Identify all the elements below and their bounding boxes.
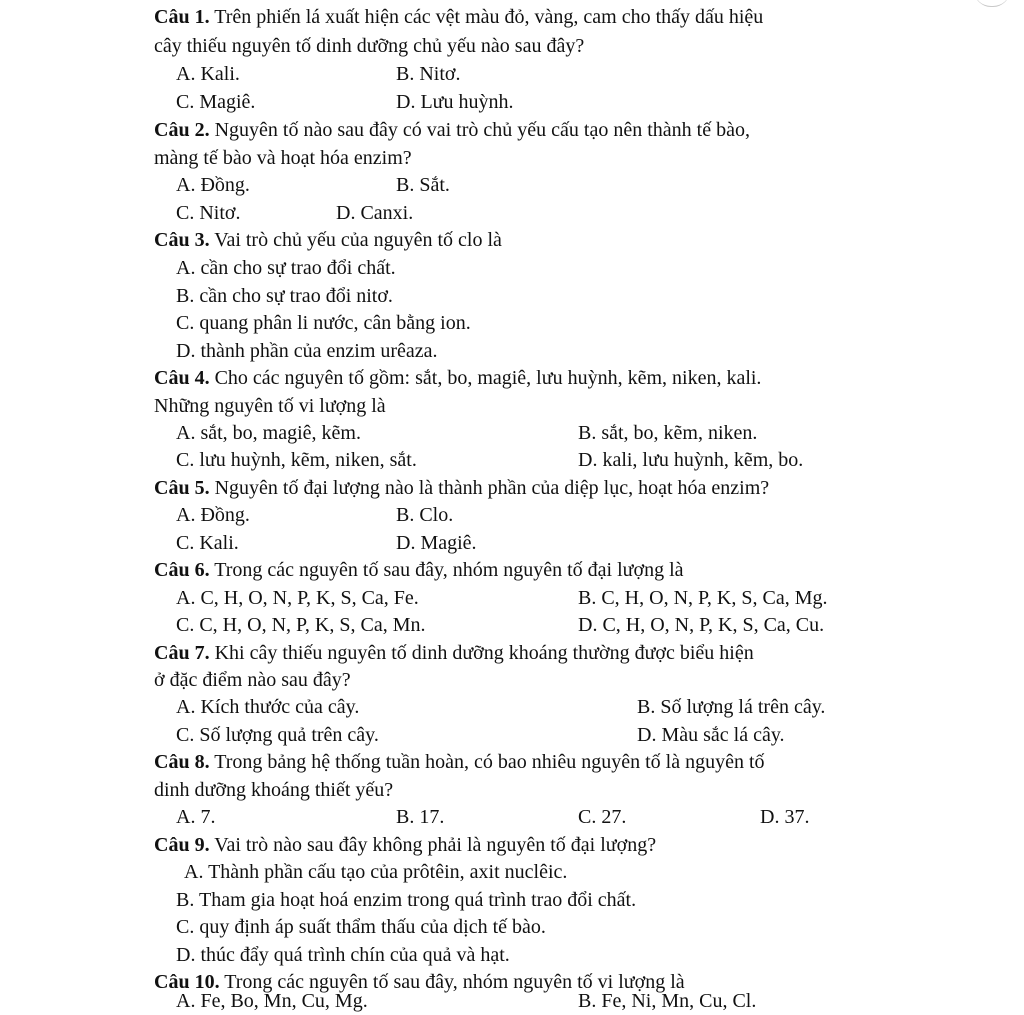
question-4-label: Câu 4. (154, 367, 210, 389)
question-7-option-c: C. Số lượng quả trên cây. (176, 724, 379, 746)
question-5-stem-1: Nguyên tố đại lượng nào là thành phần của diệp lục, hoạt hóa enzim? (209, 477, 770, 499)
question-2-option-d: D. Canxi. (336, 202, 414, 224)
question-2-option-b: B. Sắt. (396, 174, 450, 196)
question-5-option-b: B. Clo. (396, 504, 454, 526)
question-8-option-b: B. 17. (396, 806, 445, 828)
question-9-option-c: C. quy định áp suất thẩm thấu của dịch tế bào. (176, 916, 546, 938)
question-1-stem-1: Trên phiến lá xuất hiện các vệt màu đỏ, vàng, cam cho thấy dấu hiệu (209, 6, 764, 28)
question-4-option-d: D. kali, lưu huỳnh, kẽm, bo. (578, 449, 804, 471)
question-5-line-1 (154, 475, 769, 501)
question-3-line-1 (154, 227, 502, 253)
question-1-label: Câu 1. (154, 6, 210, 28)
question-8-line-2: dinh dưỡng khoáng thiết yếu? (154, 779, 394, 801)
question-3-option-d: D. thành phần của enzim urêaza. (176, 340, 438, 362)
question-1-option-b: B. Nitơ. (396, 63, 461, 85)
question-5-option-a: A. Đồng. (176, 504, 250, 526)
question-6-option-c: C. C, H, O, N, P, K, S, Ca, Mn. (176, 614, 426, 636)
question-4-line-2: Những nguyên tố vi lượng là (154, 395, 386, 417)
question-2-option-c: C. Nitơ. (176, 202, 241, 224)
question-2-label: Câu 2. (154, 119, 210, 141)
question-6-option-a: A. C, H, O, N, P, K, S, Ca, Fe. (176, 587, 419, 609)
question-2-stem-1: Nguyên tố nào sau đây có vai trò chủ yếu cấu tạo nên thành tế bào, (209, 119, 750, 141)
question-8-stem-1: Trong bảng hệ thống tuần hoàn, có bao nhiêu nguyên tố là nguyên tố (209, 751, 765, 773)
question-1-option-c: C. Magiê. (176, 91, 256, 113)
question-4-option-a: A. sắt, bo, magiê, kẽm. (176, 422, 361, 444)
question-9-option-d: D. thúc đẩy quá trình chín của quả và hạt. (176, 944, 510, 966)
question-3-stem-1: Vai trò chủ yếu của nguyên tố clo là (209, 229, 502, 251)
question-7-option-d: D. Màu sắc lá cây. (637, 724, 785, 746)
question-3-option-b: B. cần cho sự trao đổi nitơ. (176, 285, 393, 307)
question-10-option-b: B. Fe, Ni, Mn, Cu, Cl. (578, 990, 757, 1012)
question-6-option-b: B. C, H, O, N, P, K, S, Ca, Mg. (578, 587, 828, 609)
question-9-label: Câu 9. (154, 834, 210, 856)
question-2-line-2: màng tế bào và hoạt hóa enzim? (154, 147, 412, 169)
question-1-option-a: A. Kali. (176, 63, 240, 85)
question-2-option-a: A. Đồng. (176, 174, 250, 196)
question-4-option-c: C. lưu huỳnh, kẽm, niken, sắt. (176, 449, 417, 471)
question-10-stem-1: Trong các nguyên tố sau đây, nhóm nguyên tố vi lượng là (219, 971, 685, 993)
question-4-line-1 (154, 365, 761, 391)
question-3-option-c: C. quang phân li nước, cân bằng ion. (176, 312, 471, 334)
question-8-option-c: C. 27. (578, 806, 627, 828)
question-8-label: Câu 8. (154, 751, 210, 773)
question-10-label: Câu 10. (154, 971, 220, 993)
question-8-option-d: D. 37. (760, 806, 810, 828)
question-3-option-a: A. cần cho sự trao đổi chất. (176, 257, 396, 279)
question-3-label: Câu 3. (154, 229, 210, 251)
question-4-option-b: B. sắt, bo, kẽm, niken. (578, 422, 758, 444)
question-9-stem-1: Vai trò nào sau đây không phải là nguyên tố đại lượng? (209, 834, 657, 856)
question-10-option-a: A. Fe, Bo, Mn, Cu, Mg. (176, 990, 368, 1012)
question-2-line-1 (154, 117, 750, 143)
question-1-option-d: D. Lưu huỳnh. (396, 91, 514, 113)
question-6-label: Câu 6. (154, 559, 210, 581)
question-1-line-2: cây thiếu nguyên tố dinh dưỡng chủ yếu nào sau đây? (154, 35, 585, 57)
question-6-option-d: D. C, H, O, N, P, K, S, Ca, Cu. (578, 614, 825, 636)
question-7-line-1 (154, 640, 754, 666)
question-7-line-2: ở đặc điểm nào sau đây? (154, 669, 351, 691)
question-5-option-c: C. Kali. (176, 532, 239, 554)
question-7-option-b: B. Số lượng lá trên cây. (637, 696, 826, 718)
question-8-line-1 (154, 749, 765, 775)
question-4-stem-1: Cho các nguyên tố gồm: sắt, bo, magiê, lưu huỳnh, kẽm, niken, kali. (209, 367, 762, 389)
question-9-line-1 (154, 832, 656, 858)
question-5-option-d: D. Magiê. (396, 532, 477, 554)
question-8-option-a: A. 7. (176, 806, 216, 828)
question-7-label: Câu 7. (154, 642, 210, 664)
question-9-option-b: B. Tham gia hoạt hoá enzim trong quá trình trao đổi chất. (176, 889, 637, 911)
corner-scan-mark (974, 0, 1010, 7)
question-1-line-1 (154, 4, 763, 30)
question-6-stem-1: Trong các nguyên tố sau đây, nhóm nguyên tố đại lượng là (209, 559, 684, 581)
question-9-option-a: A. Thành phần cấu tạo của prôtêin, axit nuclêic. (184, 861, 568, 883)
question-6-line-1 (154, 557, 684, 583)
question-7-option-a: A. Kích thước của cây. (176, 696, 360, 718)
question-5-label: Câu 5. (154, 477, 210, 499)
question-7-stem-1: Khi cây thiếu nguyên tố dinh dưỡng khoáng thường được biểu hiện (209, 642, 754, 664)
